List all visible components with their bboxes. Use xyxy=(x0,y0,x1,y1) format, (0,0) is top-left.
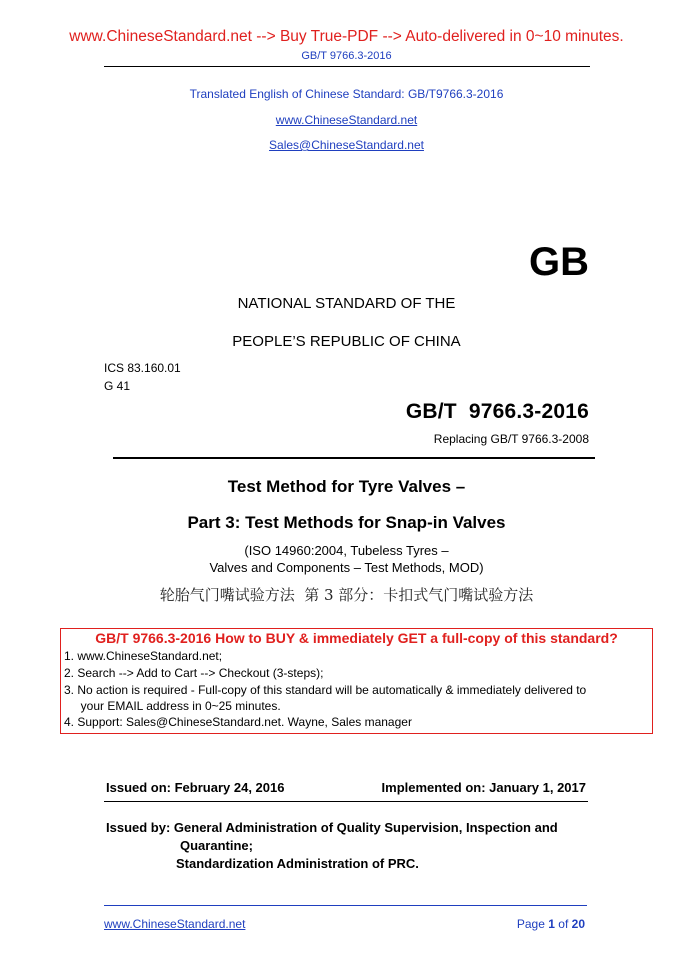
header-divider xyxy=(104,66,590,67)
buy-step-3-continued: your EMAIL address in 0~25 minutes. xyxy=(64,699,281,713)
title-line2: Part 3: Test Methods for Snap-in Valves xyxy=(187,513,506,532)
website-link[interactable]: www.ChineseStandard.net xyxy=(275,113,418,127)
buy-step-2: 2. Search --> Add to Cart --> Checkout (3-steps); xyxy=(64,666,324,680)
gb-mark: GB xyxy=(529,240,589,284)
replacing-note: Replacing GB/T 9766.3-2008 xyxy=(433,432,589,446)
ics-code: ICS 83.160.01 xyxy=(104,361,181,375)
title-divider xyxy=(113,457,595,459)
page-of: of xyxy=(558,917,569,931)
issued-by-line3: Standardization Administration of PRC. xyxy=(176,856,419,871)
iso-reference-line2: Valves and Components – Test Methods, MOD) xyxy=(209,560,484,575)
buy-box-heading: GB/T 9766.3-2016 How to BUY & immediately GET a full-copy of this standard? xyxy=(95,630,618,646)
page-current: 1 xyxy=(548,917,555,931)
standard-number: GB/T 9766.3-2016 xyxy=(405,400,589,423)
issued-on-date: Issued on: February 24, 2016 xyxy=(106,780,285,795)
issuance-divider xyxy=(104,801,588,802)
national-standard-line1: NATIONAL STANDARD OF THE xyxy=(237,295,456,312)
footer-divider xyxy=(104,905,587,906)
national-standard-line2: PEOPLE’S REPUBLIC OF CHINA xyxy=(232,333,461,350)
issued-by-line1: Issued by: General Administration of Quality Supervision, Inspection and xyxy=(106,820,558,835)
title-line1: Test Method for Tyre Valves – xyxy=(227,477,466,496)
issued-by-line2: Quarantine; xyxy=(180,838,253,853)
implemented-on-date: Implemented on: January 1, 2017 xyxy=(381,780,586,795)
iso-reference-line1: (ISO 14960:2004, Tubeless Tyres – xyxy=(244,543,449,558)
buy-step-3: 3. No action is required - Full-copy of this standard will be automatically & immediately delivered to xyxy=(64,683,587,697)
footer-website-link[interactable]: www.ChineseStandard.net xyxy=(104,917,246,931)
buy-step-4: 4. Support: Sales@ChineseStandard.net. Wayne, Sales manager xyxy=(64,715,412,729)
chinese-title: 轮胎气门嘴试验方法 第 3 部分：卡扣式气门嘴试验方法 xyxy=(159,586,534,604)
sales-email-link[interactable]: Sales@ChineseStandard.net xyxy=(269,138,424,152)
buy-step-1[interactable]: 1. www.ChineseStandard.net; xyxy=(64,649,223,663)
page-total: 20 xyxy=(571,917,585,931)
buy-info-box xyxy=(60,628,653,734)
translated-notice: Translated English of Chinese Standard: GB/T9766.3-2016 xyxy=(189,87,504,101)
page-label: Page xyxy=(516,917,545,931)
top-banner-link[interactable]: www.ChineseStandard.net --> Buy True-PDF --> Auto-delivered in 0~10 minutes. xyxy=(69,28,624,45)
page-number xyxy=(517,917,585,931)
g-code: G 41 xyxy=(104,379,131,393)
header-standard-number: GB/T 9766.3-2016 xyxy=(301,50,392,62)
